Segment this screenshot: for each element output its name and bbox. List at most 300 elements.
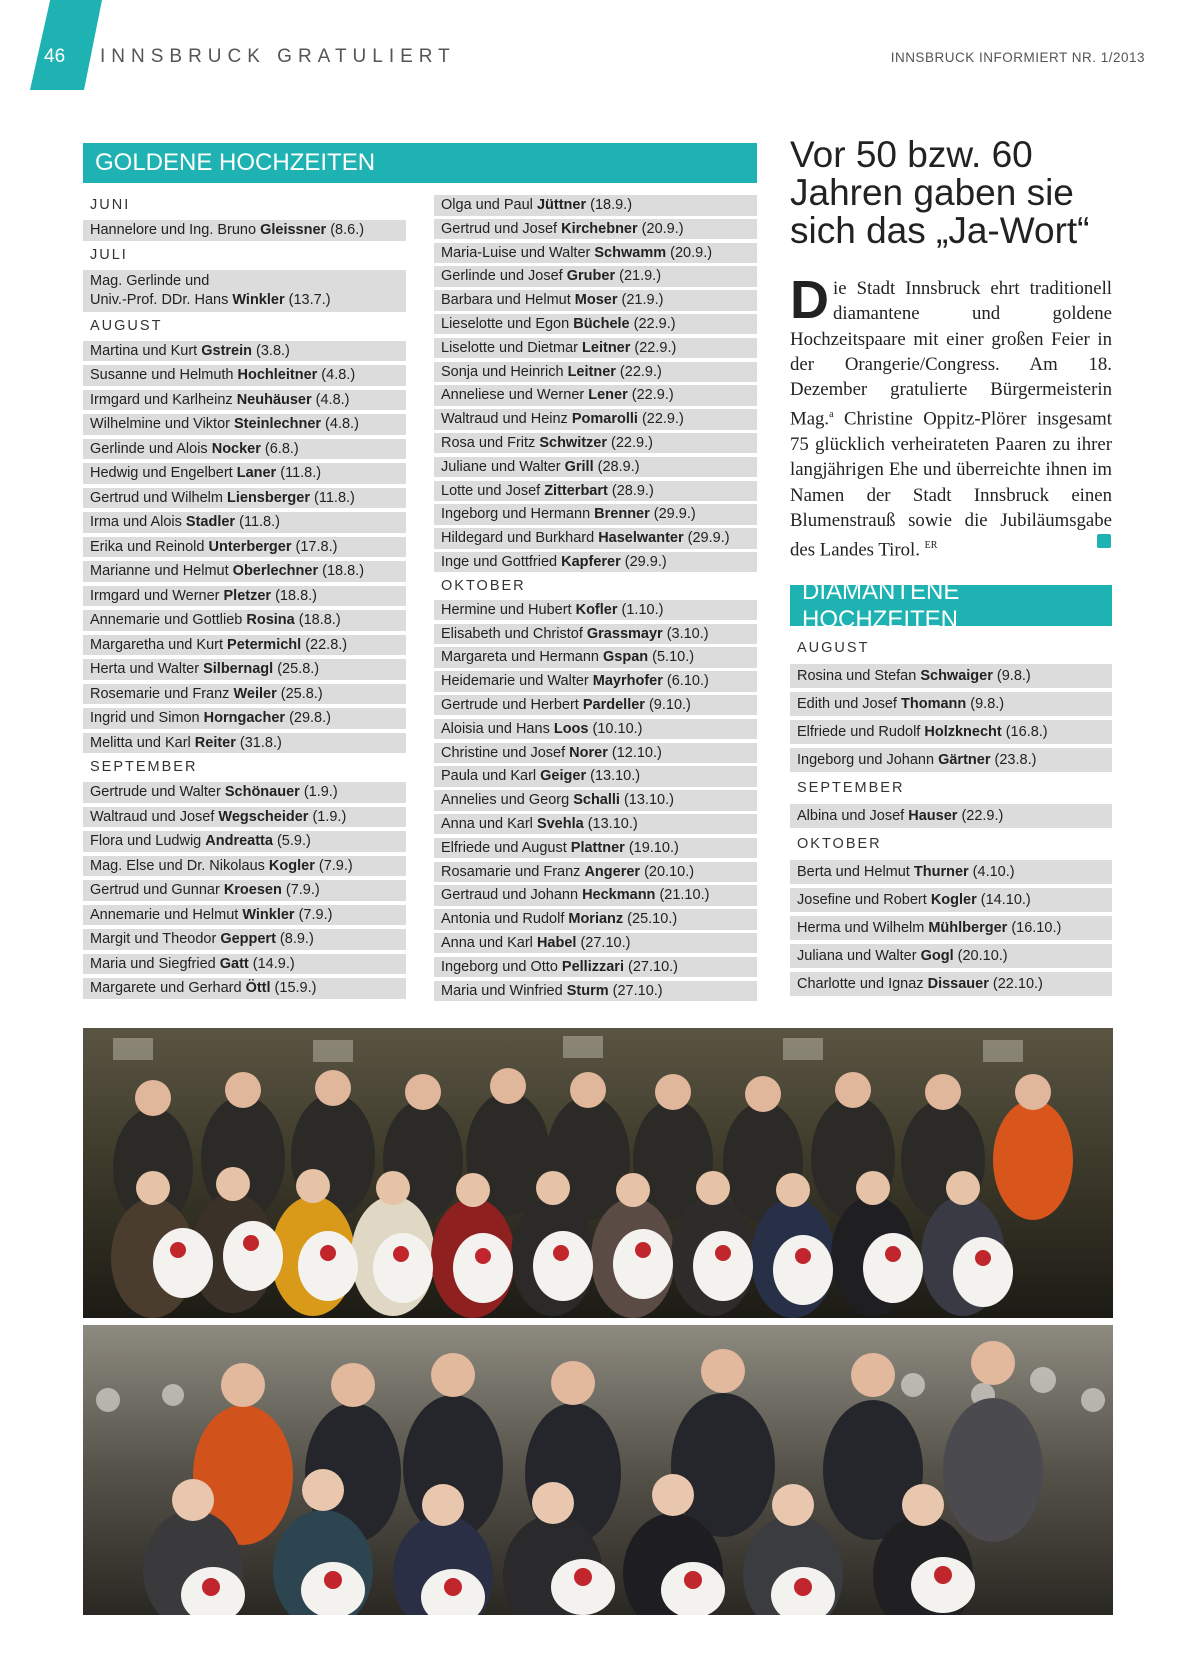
couple-first-names: Heidemarie und Walter (441, 673, 593, 690)
couple-surname: Pellizzari (561, 958, 624, 975)
couple-first-names: Melitta und Karl (90, 734, 195, 751)
couple-first-names: Christine und Josef (441, 744, 570, 761)
couple-entry (790, 860, 1112, 884)
anniversary-date: (4.8.) (311, 391, 350, 408)
couple-entry (83, 463, 406, 484)
couple-surname: Gspan (603, 649, 649, 666)
couple-surname: Habel (536, 934, 577, 951)
couple-surname: Dissauer (927, 976, 989, 992)
couple-first-names: Antonia und Rudolf (441, 911, 569, 928)
couple-surname: Winkler (232, 291, 285, 308)
golden-column-1 (83, 195, 406, 1003)
anniversary-date: (4.8.) (317, 367, 356, 383)
couple-surname: Schalli (573, 792, 620, 809)
couple-first-names: Albina und Josef (797, 808, 909, 824)
article-text-b: Christine Oppitz-Plörer insgesamt 75 glücklich verheirateten Paaren zu ihrer langjährigen Ehe und überreichte ihnen im Namen der Stadt Innsbruck einen Blumenstrauß sowie die Jubiläumsgabe des Landes Tirol. (790, 408, 1112, 561)
couple-entry (434, 862, 757, 883)
couple-first-names: Paula und Karl (441, 768, 541, 785)
couple-entry (83, 586, 406, 607)
anniversary-date: (13.10.) (583, 815, 638, 832)
anniversary-date: (29.9.) (683, 530, 730, 547)
anniversary-date: (1.10.) (617, 601, 664, 618)
couple-first-names: Gertrude und Walter (90, 784, 225, 800)
author-initials: ER (924, 540, 938, 552)
couple-surname: Nocker (211, 440, 261, 457)
anniversary-date: (20.10.) (953, 948, 1008, 964)
anniversary-date: (19.10.) (624, 839, 679, 856)
couple-surname: Kogler (930, 892, 977, 908)
anniversary-date: (9.10.) (644, 696, 691, 713)
anniversary-date: (29.9.) (649, 506, 696, 523)
couple-first-names: Hedwig und Engelbert (90, 465, 237, 481)
couple-entry (434, 528, 757, 549)
anniversary-date: (4.10.) (968, 864, 1015, 880)
couple-entry (83, 880, 406, 901)
couple-surname: Laner (236, 465, 277, 481)
anniversary-date: (17.8.) (291, 538, 338, 555)
month-heading: SEPTEMBER (90, 759, 198, 775)
couple-surname: Norer (569, 744, 608, 761)
couple-surname: Rosina (246, 612, 295, 628)
couple-surname: Schwamm (594, 244, 667, 261)
anniversary-date: (27.10.) (576, 934, 631, 951)
couple-entry (83, 561, 406, 582)
couple-first-names: Barbara und Helmut (441, 292, 575, 309)
couple-first-names: Maria und Winfried (441, 982, 567, 999)
couple-surname: Petermichl (227, 636, 302, 653)
anniversary-date: (22.9.) (957, 808, 1004, 824)
couple-entry (790, 972, 1112, 996)
couple-first-names: Annemarie und Gottlieb (90, 612, 247, 628)
couple-first-names: Susanne und Helmuth (90, 367, 238, 383)
anniversary-date: (25.8.) (273, 661, 320, 677)
couple-entry (434, 385, 757, 406)
couple-surname: Silbernagl (203, 661, 274, 677)
couple-entry (83, 439, 406, 460)
anniversary-date: (16.10.) (1007, 920, 1062, 936)
couple-entry (83, 341, 406, 362)
couple-first-names: Irma und Alois (90, 514, 186, 530)
couple-surname: Brenner (594, 506, 650, 523)
couple-surname: Gleissner (260, 222, 327, 238)
couple-surname: Sturm (566, 982, 609, 999)
couple-entry (434, 909, 757, 930)
page-number-tab (30, 0, 102, 90)
anniversary-date: (13.10.) (586, 768, 641, 785)
couple-entry (434, 266, 757, 287)
couple-first-names: Elfriede und Rudolf (797, 724, 925, 740)
couple-surname: Haselwanter (598, 530, 684, 547)
couple-entry (434, 981, 757, 1002)
page-number: 46 (44, 46, 66, 67)
couple-surname: Weiler (233, 685, 277, 702)
anniversary-date: (18.8.) (271, 587, 318, 604)
couple-entry (434, 790, 757, 811)
couple-first-names: Berta und Helmut (797, 864, 914, 880)
anniversary-date: (21.9.) (617, 292, 664, 309)
anniversary-date: (5.9.) (272, 833, 311, 849)
couple-first-names: Gertrud und Josef (441, 220, 562, 237)
couple-surname: Gruber (566, 268, 616, 285)
couple-surname: Morianz (568, 911, 624, 928)
couple-surname: Zitterbart (544, 482, 608, 499)
couple-entry (83, 782, 406, 803)
anniversary-date: (21.9.) (615, 268, 662, 285)
couple-first-names: Gertrud und Wilhelm (90, 489, 227, 506)
group-photo-diamond (83, 1325, 1113, 1615)
couple-entry (790, 804, 1112, 828)
couple-surname: Öttl (245, 980, 271, 996)
couple-entry (434, 290, 757, 311)
month-heading: OKTOBER (441, 577, 526, 594)
anniversary-date: (22.10.) (988, 976, 1043, 992)
couple-surname: Holzknecht (924, 724, 1002, 740)
couple-surname: Moser (574, 292, 618, 309)
anniversary-date: (28.9.) (607, 482, 654, 499)
anniversary-date: (11.8.) (235, 514, 280, 530)
anniversary-date: (6.10.) (662, 673, 709, 690)
couple-surname: Kogler (268, 857, 315, 874)
couple-entry (434, 219, 757, 240)
couple-entry (83, 610, 406, 631)
couple-entry (434, 362, 757, 383)
couple-first-names: Charlotte und Ignaz (797, 976, 928, 992)
couple-entry (434, 671, 757, 692)
couple-first-names: Mag. Else und Dr. Nikolaus (90, 857, 269, 874)
couple-surname: Plattner (570, 839, 625, 856)
couple-surname: Grassmayr (586, 625, 663, 642)
couple-surname: Neuhäuser (236, 391, 312, 408)
couple-first-names: Gertraud und Johann (441, 887, 583, 904)
couple-entry (434, 457, 757, 478)
end-mark (1097, 534, 1111, 548)
couple-first-names: Maria und Siegfried (90, 955, 220, 972)
couple-entry (434, 719, 757, 740)
couple-surname: Angerer (584, 863, 641, 880)
anniversary-date: (13.7.) (284, 291, 331, 308)
couple-surname: Pletzer (223, 587, 272, 604)
couple-entry (434, 600, 757, 621)
couple-surname: Thomann (901, 696, 967, 712)
couple-entry (434, 338, 757, 359)
anniversary-date: (6.8.) (260, 440, 299, 457)
anniversary-date: (7.9.) (294, 906, 333, 923)
couple-surname: Gstrein (201, 342, 252, 359)
couple-surname: Jüttner (536, 197, 587, 213)
couple-entry (790, 664, 1112, 688)
month-heading: OKTOBER (797, 836, 882, 852)
couple-entry (83, 659, 406, 680)
anniversary-date: (12.10.) (607, 744, 662, 761)
couple-entry (790, 916, 1112, 940)
couple-surname: Kirchebner (561, 220, 638, 237)
anniversary-date: (18.8.) (294, 612, 341, 628)
couple-first-names: Ingrid und Simon (90, 710, 204, 726)
couple-surname: Stadler (185, 514, 236, 530)
couple-entry (83, 708, 406, 729)
couple-first-names: Margaretha und Kurt (90, 636, 228, 653)
golden-weddings-heading: GOLDENE HOCHZEITEN (83, 143, 757, 183)
couple-entry (83, 537, 406, 558)
couple-first-names: Anna und Karl (441, 934, 537, 951)
month-heading: AUGUST (90, 317, 163, 334)
anniversary-date: (28.9.) (593, 458, 640, 475)
anniversary-date: (16.8.) (1001, 724, 1048, 740)
couple-first-names: Margit und Theodor (90, 931, 221, 947)
golden-column-2 (434, 195, 757, 1004)
section-title: INNSBRUCK GRATULIERT (100, 46, 456, 67)
couple-surname: Geppert (220, 931, 276, 947)
couple-entry (434, 481, 757, 502)
month-heading: AUGUST (797, 640, 870, 656)
couple-first-names: Rosina und Stefan (797, 668, 921, 684)
anniversary-date: (11.8.) (310, 489, 355, 506)
issue-label: INNSBRUCK INFORMIERT NR. 1/2013 (890, 50, 1145, 65)
anniversary-date: (18.9.) (586, 197, 633, 213)
couple-first-names: Margareta und Hermann (441, 649, 603, 666)
couple-surname: Geiger (540, 768, 587, 785)
couple-entry (434, 838, 757, 859)
couple-first-names: Annemarie und Helmut (90, 906, 243, 923)
anniversary-date: (3.10.) (662, 625, 709, 642)
couple-surname: Steinlechner (234, 416, 322, 432)
couple-surname: Schönauer (224, 784, 300, 800)
couple-entry (83, 220, 406, 241)
article-text-a: ie Stadt Innsbruck ehrt traditionell diamantene und goldene Hochzeitspaare mit einer großen Feier in der Orangerie/Congress. Am 18. Dezember gratulierte Bürgermeisterin Mag. (790, 278, 1112, 430)
couple-first-names: Erika und Reinold (90, 538, 209, 555)
couple-first-names: Juliana und Walter (797, 948, 921, 964)
couple-first-names: Waltraud und Heinz (441, 411, 572, 428)
couple-entry (83, 905, 406, 926)
anniversary-date: (22.9.) (607, 434, 653, 451)
couple-entry (83, 954, 406, 975)
couple-entry (434, 243, 757, 264)
couple-entry (83, 270, 406, 312)
anniversary-date: (10.10.) (588, 720, 643, 737)
couple-first-names: Juliane und Walter (441, 458, 565, 475)
anniversary-date: (23.8.) (990, 752, 1037, 768)
anniversary-date: (29.9.) (620, 553, 667, 570)
couple-surname: Schwitzer (539, 434, 608, 451)
couple-entry (83, 831, 406, 852)
couple-entry (83, 733, 406, 754)
couple-first-names: Ingeborg und Otto (441, 958, 562, 975)
group-photo-golden (83, 1028, 1113, 1318)
couple-first-names: Marianne und Helmut (90, 563, 233, 579)
couple-first-names: Anna und Karl (441, 815, 537, 832)
couple-first-names: Ingeborg und Hermann (441, 506, 595, 523)
anniversary-date: (25.10.) (623, 911, 678, 928)
anniversary-date: (7.9.) (314, 857, 353, 874)
couple-entry (83, 512, 406, 533)
anniversary-date: (29.8.) (285, 710, 331, 726)
couple-line: Mag. Gerlinde und (90, 272, 210, 289)
couple-entry (434, 933, 757, 954)
couple-entry (790, 720, 1112, 744)
couple-first-names: Elfriede und August (441, 839, 571, 856)
couple-surname: Pardeller (582, 696, 645, 713)
couple-entry (83, 414, 406, 435)
anniversary-date: (22.9.) (630, 339, 677, 356)
couple-surname: Unterberger (208, 538, 292, 555)
couple-first-names: Gerlinde und Alois (90, 440, 212, 457)
couple-first-names: Annelies und Georg (441, 792, 574, 809)
couple-first-names: Hermine und Hubert (441, 601, 576, 618)
couple-first-names: Josefine und Robert (797, 892, 931, 908)
couple-surname: Andreatta (205, 833, 273, 849)
anniversary-date: (14.9.) (248, 955, 295, 972)
article-headline: Vor 50 bzw. 60 Jahren gaben sie sich das „Ja-Wort“ (790, 134, 1090, 251)
anniversary-date: (27.10.) (623, 958, 678, 975)
article-sup: a (829, 409, 834, 421)
couple-surname: Pomarolli (571, 411, 638, 428)
couple-entry (790, 692, 1112, 716)
article-body (790, 270, 1112, 563)
anniversary-date: (3.8.) (252, 342, 290, 359)
anniversary-date: (27.10.) (608, 982, 663, 999)
couple-surname: Winkler (242, 906, 295, 923)
anniversary-date: (25.8.) (276, 685, 323, 702)
couple-surname: Kapferer (561, 553, 621, 570)
couple-entry (434, 433, 757, 454)
couple-surname: Horngacher (203, 710, 286, 726)
couple-surname: Hochleitner (237, 367, 318, 383)
couple-entry (434, 195, 757, 216)
couple-surname: Büchele (573, 315, 630, 332)
couple-surname: Loos (553, 720, 589, 737)
anniversary-date: (20.9.) (666, 244, 713, 261)
couple-first-names: Maria-Luise und Walter (441, 244, 595, 261)
couple-entry (434, 647, 757, 668)
couple-surname: Oberlechner (232, 563, 319, 579)
anniversary-date: (1.9.) (308, 808, 347, 825)
anniversary-date: (21.10.) (655, 887, 710, 904)
couple-entry (434, 885, 757, 906)
couple-entry (434, 743, 757, 764)
couple-first-names: Elisabeth und Christof (441, 625, 587, 642)
anniversary-date: (14.10.) (976, 892, 1031, 908)
month-heading: JUNI (90, 197, 131, 213)
couple-first-names: Olga und Paul (441, 197, 537, 213)
couple-surname: Grill (564, 458, 594, 475)
couple-surname: Mayrhofer (592, 673, 663, 690)
couple-surname: Reiter (194, 734, 236, 751)
couple-surname: Leitner (582, 339, 631, 356)
couple-entry (434, 409, 757, 430)
couple-first-names: Ingeborg und Johann (797, 752, 939, 768)
anniversary-date: (31.8.) (235, 734, 282, 751)
anniversary-date: (4.8.) (321, 416, 359, 432)
couple-surname: Hauser (908, 808, 958, 824)
couple-first-names: Irmgard und Karlheinz (90, 391, 237, 408)
couple-surname: Thurner (913, 864, 969, 880)
couple-entry (790, 944, 1112, 968)
couple-entry (83, 856, 406, 877)
month-heading: JULI (90, 246, 128, 263)
couple-entry (790, 748, 1112, 772)
anniversary-date: (20.9.) (637, 220, 684, 237)
couple-first-names: Inge und Gottfried (441, 553, 562, 570)
diamond-weddings-heading: DIAMANTENE HOCHZEITEN (790, 585, 1112, 626)
couple-entry (434, 766, 757, 787)
couple-entry (83, 807, 406, 828)
anniversary-date: (8.9.) (275, 931, 314, 947)
couple-first-names: Margarete und Gerhard (90, 980, 246, 996)
couple-first-names: Edith und Josef (797, 696, 901, 712)
couple-surname: Leitner (567, 363, 616, 380)
couple-first-names: Lieselotte und Egon (441, 315, 574, 332)
couple-first-names: Rosa und Fritz (441, 434, 540, 451)
couple-surname: Wegscheider (218, 808, 309, 825)
couple-surname: Kofler (575, 601, 618, 618)
couple-first-names: Univ.-Prof. DDr. Hans (90, 291, 233, 308)
couple-surname: Mühlberger (928, 920, 1008, 936)
anniversary-date: (22.9.) (615, 363, 662, 380)
couple-first-names: Rosamarie und Franz (441, 863, 585, 880)
anniversary-date: (22.9.) (629, 315, 676, 332)
couple-entry (790, 888, 1112, 912)
couple-first-names: Sonja und Heinrich (441, 363, 568, 380)
couple-first-names: Flora und Ludwig (90, 833, 206, 849)
couple-first-names: Liselotte und Dietmar (441, 339, 583, 356)
couple-surname: Heckmann (582, 887, 656, 904)
couple-entry (434, 504, 757, 525)
couple-entry (83, 684, 406, 705)
couple-entry (83, 365, 406, 386)
anniversary-date: (13.10.) (619, 792, 674, 809)
couple-first-names: Lotte und Josef (441, 482, 545, 499)
couple-first-names: Gertrud und Gunnar (90, 882, 224, 898)
couple-entry (83, 488, 406, 509)
anniversary-date: (11.8.) (276, 465, 322, 481)
couple-surname: Schwaiger (920, 668, 993, 684)
couple-first-names: Waltraud und Josef (90, 808, 219, 825)
couple-surname: Svehla (536, 815, 584, 832)
anniversary-date: (18.8.) (318, 563, 365, 579)
couple-first-names: Gertrude und Herbert (441, 696, 583, 713)
couple-first-names: Gerlinde und Josef (441, 268, 567, 285)
anniversary-date: (22.9.) (627, 387, 674, 404)
couple-first-names: Rosemarie und Franz (90, 685, 234, 702)
couple-first-names: Wilhelmine und Viktor (90, 416, 234, 432)
couple-first-names: Irmgard und Werner (90, 587, 224, 604)
anniversary-date: (9.8.) (992, 668, 1031, 684)
couple-surname: Liensberger (227, 489, 310, 506)
couple-entry (83, 929, 406, 950)
couple-surname: Gärtner (938, 752, 991, 768)
couple-surname: Kroesen (223, 882, 282, 898)
couple-first-names: Aloisia und Hans (441, 720, 554, 737)
anniversary-date: (22.8.) (301, 636, 348, 653)
couple-entry (83, 978, 406, 999)
couple-surname: Lener (588, 387, 628, 404)
couple-first-names: Hannelore und Ing. Bruno (90, 222, 261, 238)
anniversary-date: (1.9.) (299, 784, 338, 800)
anniversary-date: (8.6.) (326, 222, 365, 238)
couple-entry (434, 624, 757, 645)
couple-entry (434, 695, 757, 716)
anniversary-date: (22.9.) (637, 411, 684, 428)
anniversary-date: (5.10.) (648, 649, 695, 666)
drop-cap: D (790, 270, 829, 330)
couple-first-names: Hildegard und Burkhard (441, 530, 599, 547)
couple-entry (434, 552, 757, 573)
couple-entry (83, 390, 406, 411)
anniversary-date: (15.9.) (270, 980, 317, 996)
couple-first-names: Herta und Walter (90, 661, 204, 677)
couple-first-names: Herma und Wilhelm (797, 920, 929, 936)
couple-surname: Gogl (920, 948, 954, 964)
